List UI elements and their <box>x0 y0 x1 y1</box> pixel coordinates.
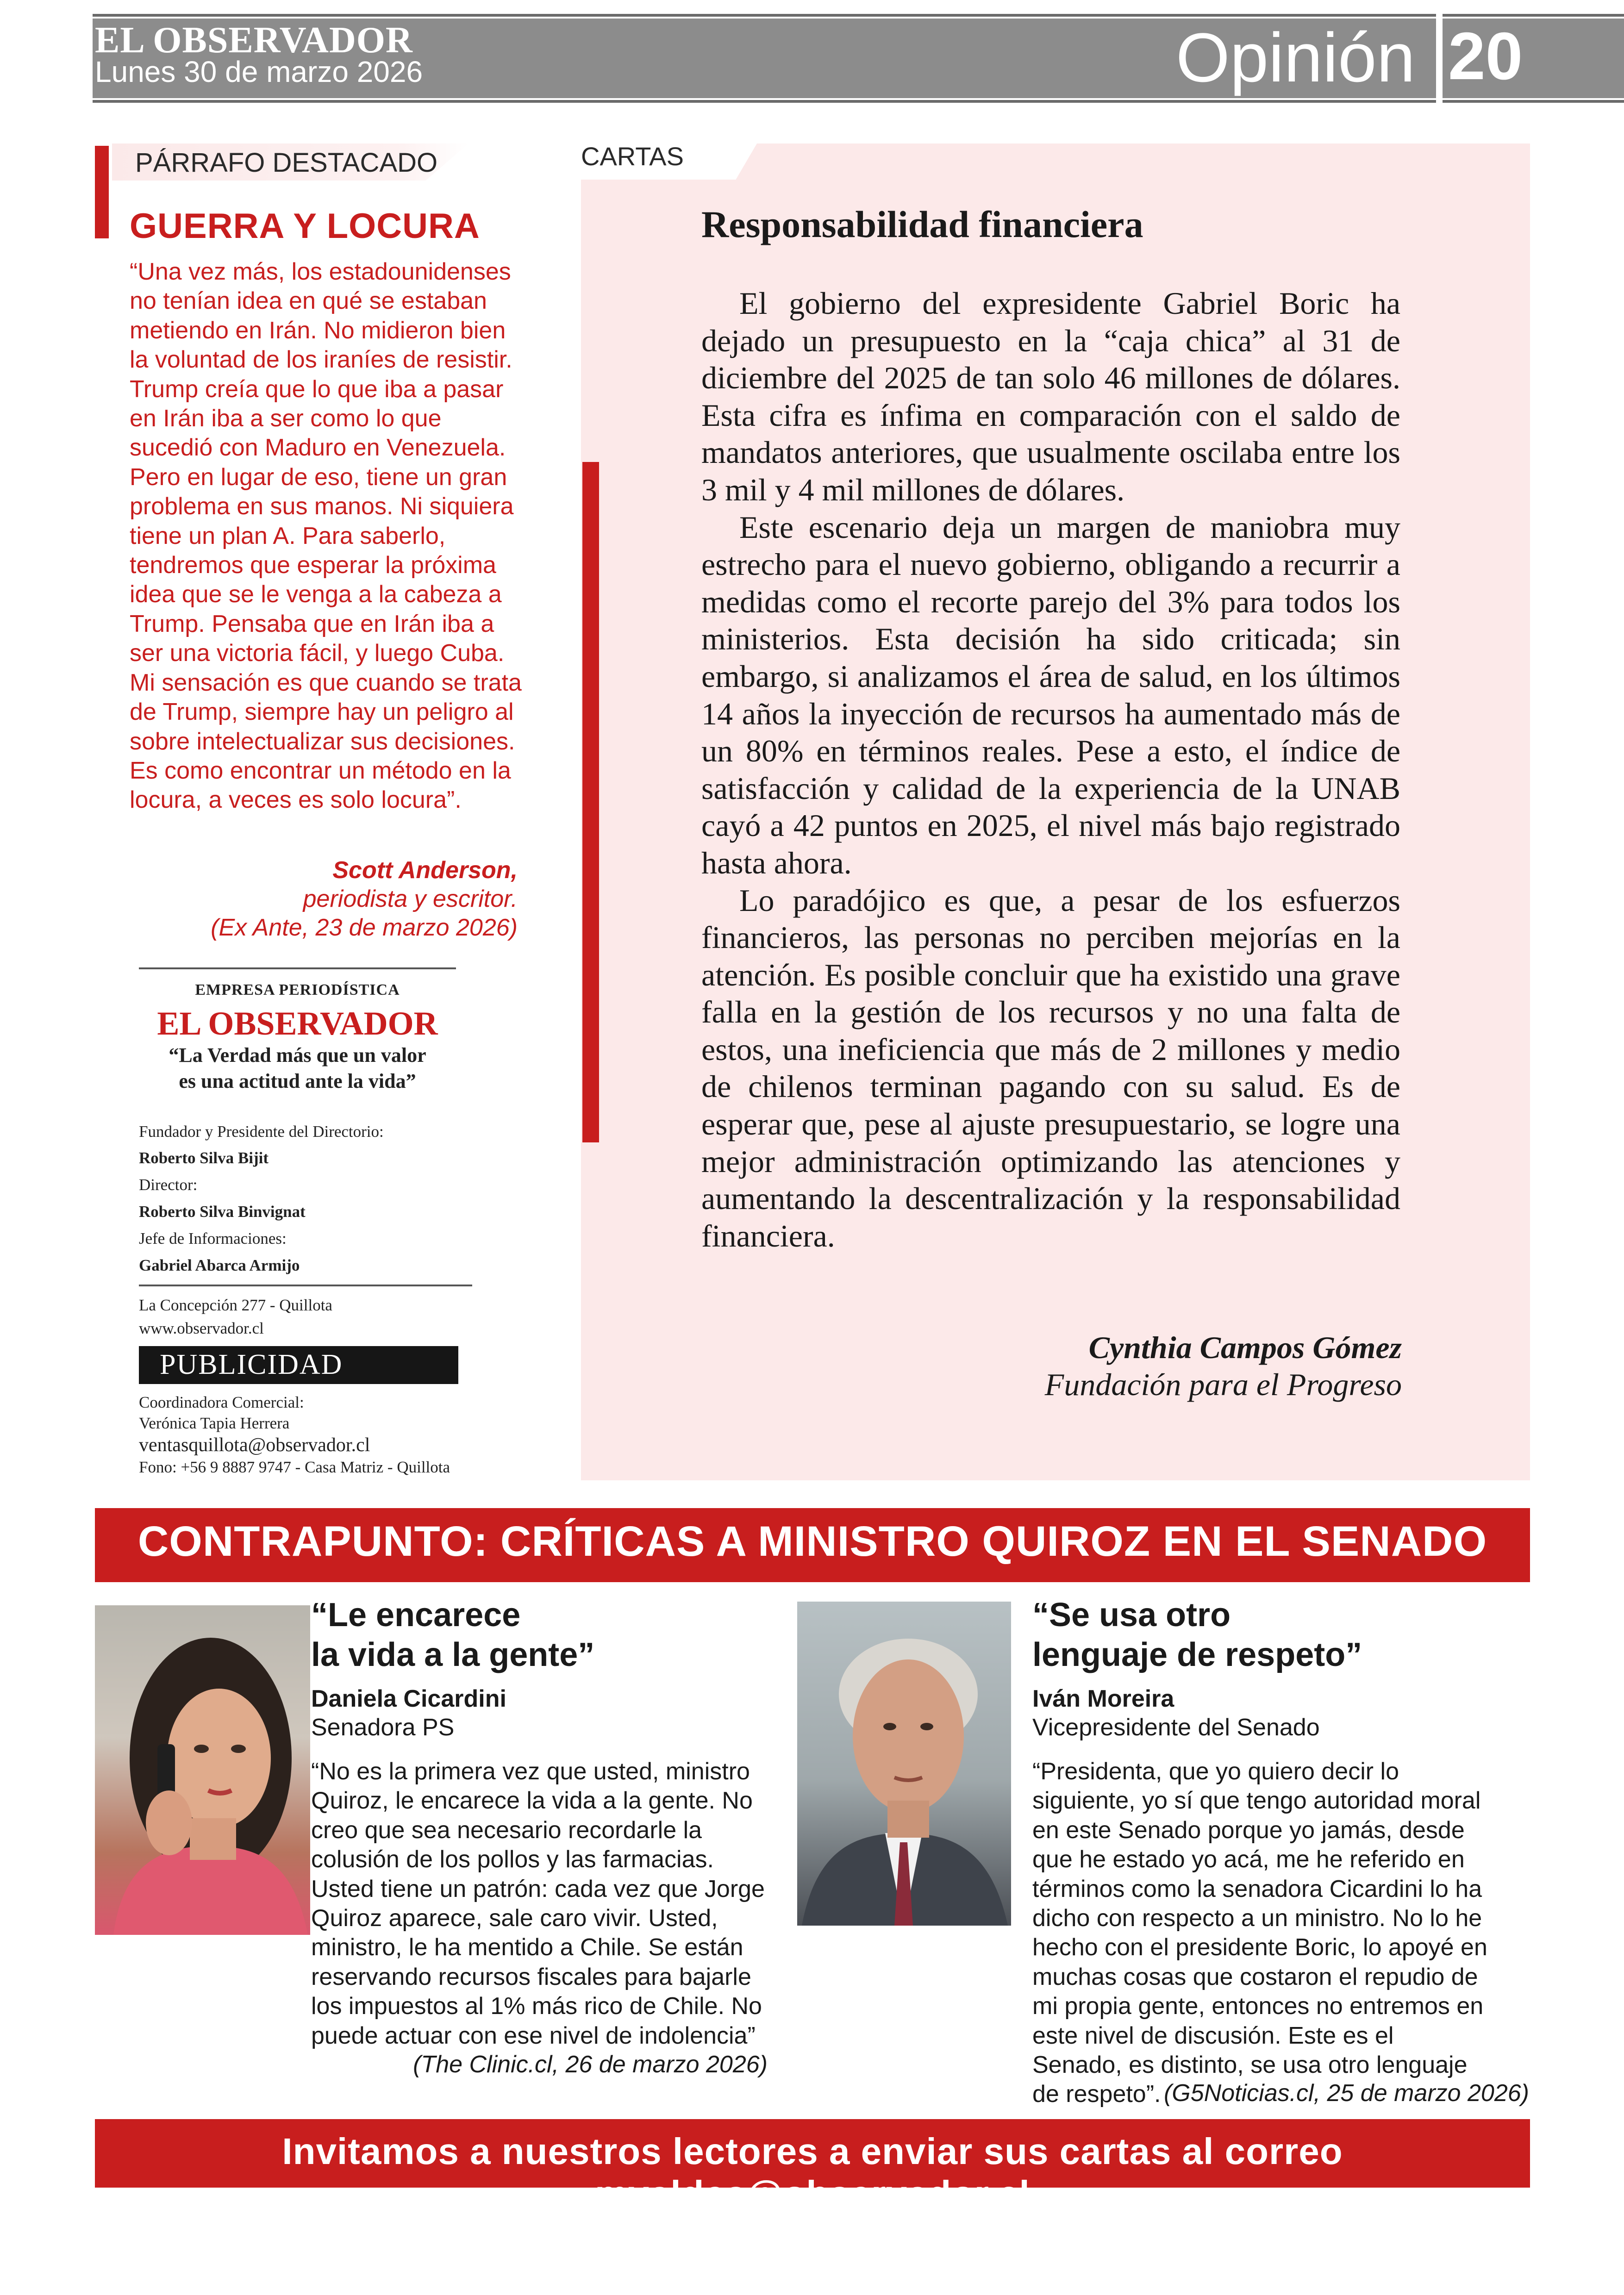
moreira-photo <box>797 1602 1011 1926</box>
moreira-portrait <box>797 1602 1011 1926</box>
website: www.observador.cl <box>139 1319 264 1337</box>
letter-paragraph: Lo paradójico es que, a pesar de los esfuerzos financieros, las personas no perciben mejorías en la atención. Es posible concluir que ha existido una grave falla en la gestión de los recursos y no una falta de estos, una ineficiencia que más de 2 millones y medio de chilenos terminan pagando con su salud. Es de esperar que, pese al ajuste presupuestario, se logre una mejor administración optimizando las atenciones y aumentando la descentralización y la responsabilidad financiera. <box>701 882 1400 1254</box>
news-chief-name: Gabriel Abarca Armijo <box>139 1256 300 1274</box>
left-headline-line2: la vida a la gente” <box>311 1636 595 1673</box>
address: La Concepción 277 - Quillota <box>139 1296 332 1314</box>
letter-affiliation: Fundación para el Progreso <box>1044 1367 1402 1402</box>
letter-author: Cynthia Campos Gómez <box>1088 1330 1402 1365</box>
news-chief-label: Jefe de Informaciones: <box>139 1229 287 1247</box>
left-headline-line1: “Le encarece <box>311 1597 521 1634</box>
right-quote-source: (G5Noticias.cl, 25 de marzo 2026) <box>1163 2080 1529 2107</box>
featured-label: PÁRRAFO DESTACADO <box>135 148 438 178</box>
right-quote-text: “Presidenta, que yo quiero decir lo siguiente, yo sí que tengo autoridad moral en este Senado porque yo jamás, desde que he estado yo acá, me he referido en términos como la senadora Cicardini lo ha dicho con respecto a un ministro. No lo he hecho con el presidente Boric, lo apoyé en muchas cosas que costaron el repudio de mi propia gente, entonces no entremos en este nivel de discusión. Este es el Senado, es distinto, se usa otro lenguaje de respeto”. <box>1032 1758 1487 2108</box>
header-bottom-rule <box>93 100 1624 103</box>
featured-author: Scott Anderson, <box>332 857 518 884</box>
masthead-motto-line1: “La Verdad más que un valor <box>169 1044 426 1066</box>
letter-title: Responsabilidad financiera <box>701 203 1143 245</box>
featured-accent-bar <box>95 146 109 238</box>
letter-body <box>701 285 1400 1254</box>
contrapunto-title: CONTRAPUNTO: CRÍTICAS A MINISTRO QUIROZ EN EL SENADO <box>137 1518 1487 1565</box>
right-headline-line1: “Se usa otro <box>1032 1597 1231 1634</box>
letter-paragraph: El gobierno del expresidente Gabriel Boric ha dejado un presupuesto en la “caja chica” al 31 de diciembre del 2025 de tan solo 46 millones de dólares. Esta cifra es ínfima en comparación con el saldo de mandatos anteriores, que usualmente oscilaba entre los 3 mil y 4 mil millones de dólares. <box>701 286 1400 507</box>
left-quote-source: (The Clinic.cl, 26 de marzo 2026) <box>413 2051 768 2078</box>
header-divider <box>1436 14 1443 103</box>
featured-quote: “Una vez más, los estadounidenses no tenían idea en qué se estaban metiendo en Irán. No midieron bien la voluntad de los iraníes de resistir. Trump creía que lo que iba a pasar en Irán iba a ser como lo que sucedió con Maduro en Venezuela. Pero en lugar de eso, tiene un gran problema en sus manos. Ni siquiera tiene un plan A. Para saberlo, tendremos que esperar la próxima idea que se le venga a la cabeza a Trump. Pensaba que en Irán iba a ser una victoria fácil, y luego Cuba. Mi sensación es que cuando se trata de Trump, siempre hay un peligro al sobre intelectualizar sus decisiones. Es como encontrar un método en la locura, a veces es solo locura”. <box>130 258 522 814</box>
featured-author-role: periodista y escritor. <box>303 886 518 912</box>
ads-role: Coordinadora Comercial: <box>139 1393 304 1411</box>
masthead-motto <box>139 1042 456 1094</box>
footer-invitation: Invitamos a nuestros lectores a enviar sus cartas al correo mvaldes@observador.cl <box>282 2131 1343 2214</box>
letter-paragraph: Este escenario deja un margen de maniobra muy estrecho para el nuevo gobierno, obligando a recurrir a medidas como el recorte parejo del 3% para todos los ministerios. Esta decisión ha sido criticada; sin embargo, si analizamos el área de salud, en los últimos 14 años la inyección de recursos ha aumentado más de un 80% en términos reales. Pese a esto, el índice de satisfacción y calidad de la experiencia de la UNAB cayó a 42 puntos en 2025, el nivel más bajo registrado hasta ahora. <box>701 509 1400 880</box>
right-speaker-name: Iván Moreira <box>1032 1685 1174 1712</box>
masthead-rule-top <box>139 967 456 969</box>
letters-accent-bar <box>582 462 599 1142</box>
header-top-rule <box>93 14 1624 17</box>
right-speaker-role: Vicepresidente del Senado <box>1032 1714 1320 1741</box>
founder-label: Fundador y Presidente del Directorio: <box>139 1123 384 1141</box>
cicardini-portrait <box>95 1605 310 1935</box>
cicardini-photo <box>95 1605 310 1935</box>
masthead-company: EMPRESA PERIODÍSTICA <box>195 981 400 998</box>
paper-name: EL OBSERVADOR <box>95 20 413 61</box>
issue-date: Lunes 30 de marzo 2026 <box>95 55 423 88</box>
page-number: 20 <box>1448 19 1523 94</box>
ads-name: Verónica Tapia Herrera <box>139 1414 290 1432</box>
left-quote-text: “No es la primera vez que usted, ministro Quiroz, le encarece la vida a la gente. No creo que sea necesario recordarle la colusión de los pollos y las farmacias. Usted tiene un patrón: cada vez que Jorge Quiroz aparece, sale caro vivir. Usted, ministro, le ha mentido a Chile. Se están reservando recursos fiscales para bajarle los impuestos al 1% más rico de Chile. No puede actuar con ese nivel de indolencia” <box>311 1758 765 2049</box>
ads-phone: Fono: +56 9 8887 9747 - Casa Matriz - Quillota <box>139 1458 450 1476</box>
right-headline <box>1032 1595 1362 1675</box>
masthead-logo: EL OBSERVADOR <box>157 1005 438 1042</box>
featured-title: GUERRA Y LOCURA <box>130 206 480 246</box>
publicidad-label: PUBLICIDAD <box>160 1349 343 1380</box>
director-name: Roberto Silva Binvignat <box>139 1203 306 1221</box>
director-label: Director: <box>139 1176 198 1194</box>
section-name: Opinión <box>1176 19 1416 96</box>
left-headline <box>311 1595 594 1675</box>
left-speaker-name: Daniela Cicardini <box>311 1685 506 1712</box>
ads-email: ventasquillota@observador.cl <box>139 1434 370 1456</box>
featured-source: (Ex Ante, 23 de marzo 2026) <box>211 914 518 941</box>
masthead-rule-bottom <box>139 1285 472 1286</box>
founder-name: Roberto Silva Bijit <box>139 1149 269 1167</box>
right-headline-line2: lenguaje de respeto” <box>1032 1636 1362 1673</box>
letters-label: CARTAS <box>581 142 684 171</box>
masthead-motto-line2: es una actitud ante la vida” <box>179 1070 416 1092</box>
left-speaker-role: Senadora PS <box>311 1714 455 1741</box>
